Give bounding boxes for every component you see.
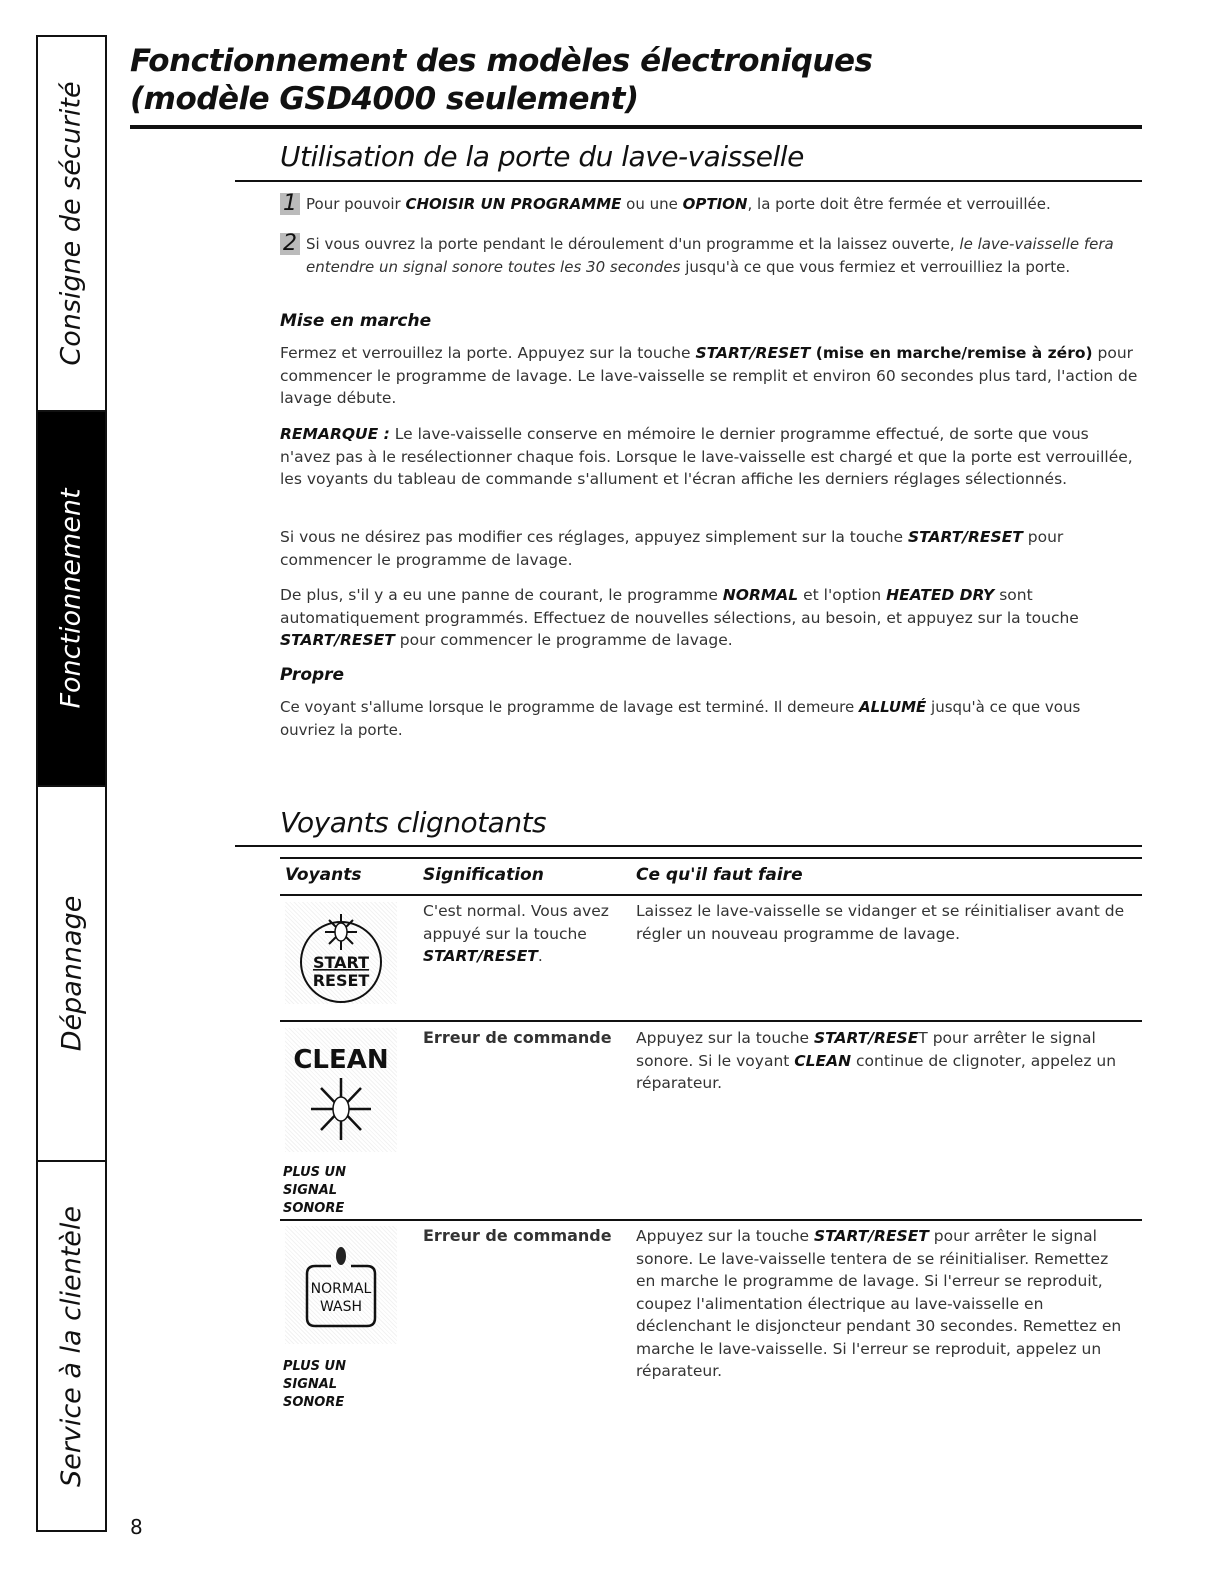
- page-number: 8: [130, 1515, 143, 1539]
- section-heading-door: Utilisation de la porte du lave-vaisselle: [280, 140, 804, 173]
- tab-service-clientele[interactable]: [38, 1162, 105, 1530]
- signal-note: PLUS UN SIGNAL SONORE: [283, 1165, 346, 1216]
- action-cell: Appuyez sur la touche START/RESET pour arrêter le signal sonore. Si le voyant CLEAN continue de clignoter, appelez un réparateur.: [636, 1029, 1117, 1092]
- page-title: Fonctionnement des modèles électroniques (modèle GSD4000 seulement): [130, 43, 873, 117]
- column-header: Voyants: [285, 865, 362, 885]
- action-cell: Laissez le lave-vaisselle se vidanger et se réinitialiser avant de régler un nouveau programme de lavage.: [636, 902, 1125, 943]
- signal-note: PLUS UN SIGNAL SONORE: [283, 1359, 346, 1410]
- tab-fonctionnement[interactable]: [38, 412, 105, 787]
- svg-text:WASH: WASH: [319, 1299, 363, 1315]
- paragraph: De plus, s'il y a eu une panne de courant, le programme NORMAL et l'option HEATED DRY sont automatiquement programmés. Effectuez de nouvelles sélections, au besoin, et appuyez sur la touche START/RESET pour commencer le programme de lavage.: [280, 586, 1079, 649]
- meaning-cell: Erreur de commande: [423, 1028, 612, 1047]
- divider: [280, 894, 1142, 896]
- normal-wash-icon: [285, 1226, 397, 1344]
- tab-label: Service à la clientèle: [56, 1205, 88, 1487]
- meaning-cell: C'est normal. Vous avez appuyé sur la touche START/RESET.: [423, 902, 609, 965]
- divider: [280, 857, 1142, 859]
- tab-consigne-securite[interactable]: [38, 37, 105, 412]
- clean-icon: [285, 1028, 397, 1152]
- paragraph: Si vous ne désirez pas modifier ces réglages, appuyez simplement sur la touche START/RESET pour commencer le programme de lavage.: [280, 528, 1064, 569]
- section-heading-flashing: Voyants clignotants: [280, 806, 547, 839]
- column-header: Signification: [423, 865, 544, 885]
- subheading-propre: Propre: [280, 665, 345, 685]
- tab-depannage[interactable]: [38, 787, 105, 1162]
- divider: [280, 1219, 1142, 1221]
- divider: [130, 125, 1142, 129]
- tab-label: Dépannage: [56, 895, 88, 1052]
- subheading-mise-en-marche: Mise en marche: [280, 311, 432, 331]
- action-cell: Appuyez sur la touche START/RESET pour arrêter le signal sonore. Le lave-vaisselle tentera de se réinitialiser. Remettez en marche le programme de lavage. Si l'erreur se reproduit, coupez l'alimentation électrique au lave-vaisselle en déclenchant le disjoncteur pendant 30 secondes. Remettez en marche le lave-vaisselle. Si l'erreur se reproduit, appelez un réparateur.: [636, 1227, 1122, 1380]
- svg-text:RESET: RESET: [312, 971, 370, 990]
- paragraph: Fermez et verrouillez la porte. Appuyez sur la touche START/RESET (mise en marche/remise à zéro) pour commencer le programme de lavage. Le lave-vaisselle se remplit et environ 60 secondes plus tard, l'action de lavage débute.: [280, 344, 1138, 407]
- paragraph: Ce voyant s'allume lorsque le programme de lavage est terminé. Il demeure ALLUMÉ jusqu'à ce que vous ouvriez la porte.: [280, 698, 1081, 739]
- paragraph-remarque: REMARQUE : Le lave-vaisselle conserve en mémoire le dernier programme effectué, de sorte que vous n'avez pas à le resélectionner chaque fois. Lorsque le lave-vaisselle est chargé et que la porte est verrouillée, les voyants du tableau de commande s'allument et l'écran affiche les derniers réglages sélectionnés.: [280, 425, 1133, 488]
- column-header: Ce qu'il faut faire: [636, 865, 803, 885]
- door-step-2: 2 Si vous ouvrez la porte pendant le déroulement d'un programme et la laissez ouverte, le lave-vaisselle fera entendre un signal sonore toutes les 30 secondes jusqu'à ce que vous fermiez et verrouilliez la porte.: [280, 233, 1140, 278]
- svg-text:START: START: [312, 953, 370, 972]
- tab-label: Consigne de sécurité: [56, 81, 88, 366]
- divider: [235, 180, 1142, 182]
- divider: [235, 845, 1142, 847]
- start-reset-icon: [285, 902, 397, 1004]
- svg-text:NORMAL: NORMAL: [310, 1281, 372, 1297]
- meaning-cell: Erreur de commande: [423, 1226, 612, 1245]
- divider: [280, 1020, 1142, 1022]
- door-step-1: 1 Pour pouvoir CHOISIR UN PROGRAMME ou une OPTION, la porte doit être fermée et verrouillée.: [280, 193, 1140, 216]
- svg-text:CLEAN: CLEAN: [293, 1045, 389, 1075]
- tab-label: Fonctionnement: [56, 488, 87, 709]
- sidebar-tabs: [36, 35, 107, 1532]
